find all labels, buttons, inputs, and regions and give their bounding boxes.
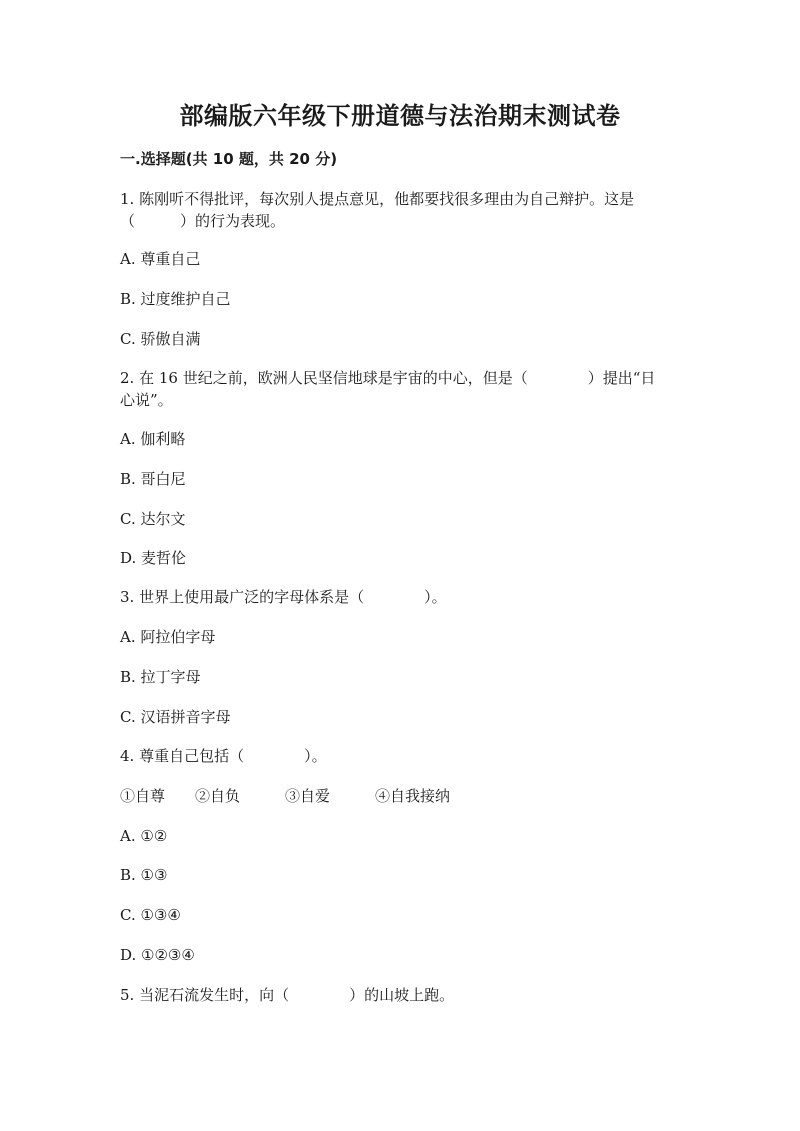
question-2-option-d: D. 麦哲伦 xyxy=(120,549,187,567)
question-1-stem-line1: 1. 陈刚听不得批评，每次别人提点意见，他都要找很多理由为自己辩护。这是 xyxy=(120,190,635,208)
question-5-stem: 5. 当泥石流发生时，向（ ）的山坡上跑。 xyxy=(120,986,455,1004)
question-3-stem: 3. 世界上使用最广泛的字母体系是（ ）。 xyxy=(120,588,447,606)
question-2-option-b: B. 哥白尼 xyxy=(120,470,186,488)
section-heading: 一.选择题(共 10 题，共 20 分) xyxy=(120,150,338,168)
question-3-option-a: A. 阿拉伯字母 xyxy=(120,628,216,646)
question-1-option-c: C. 骄傲自满 xyxy=(120,330,201,348)
question-2-stem-line2: 心说”。 xyxy=(120,391,173,409)
question-4-choices: ①自尊 ②自负 ③自爱 ④自我接纳 xyxy=(120,787,451,805)
question-4-option-c: C. ①③④ xyxy=(120,906,181,924)
question-3-option-c: C. 汉语拼音字母 xyxy=(120,708,231,726)
question-2-stem-line1: 2. 在 16 世纪之前，欧洲人民坚信地球是宇宙的中心，但是（ ）提出“日 xyxy=(120,369,656,387)
question-4-option-a: A. ①② xyxy=(120,827,168,845)
question-1-option-a: A. 尊重自己 xyxy=(120,250,201,268)
question-1-stem-line2: （ ）的行为表现。 xyxy=(120,212,286,230)
question-4-stem: 4. 尊重自己包括（ ）。 xyxy=(120,747,327,765)
page-title: 部编版六年级下册道德与法治期末测试卷 xyxy=(179,102,621,130)
question-4-option-d: D. ①②③④ xyxy=(120,946,195,964)
question-4-option-b: B. ①③ xyxy=(120,866,168,884)
question-2-option-a: A. 伽利略 xyxy=(120,430,186,448)
question-3-option-b: B. 拉丁字母 xyxy=(120,668,201,686)
question-1-option-b: B. 过度维护自己 xyxy=(120,290,231,308)
question-2-option-c: C. 达尔文 xyxy=(120,510,186,528)
